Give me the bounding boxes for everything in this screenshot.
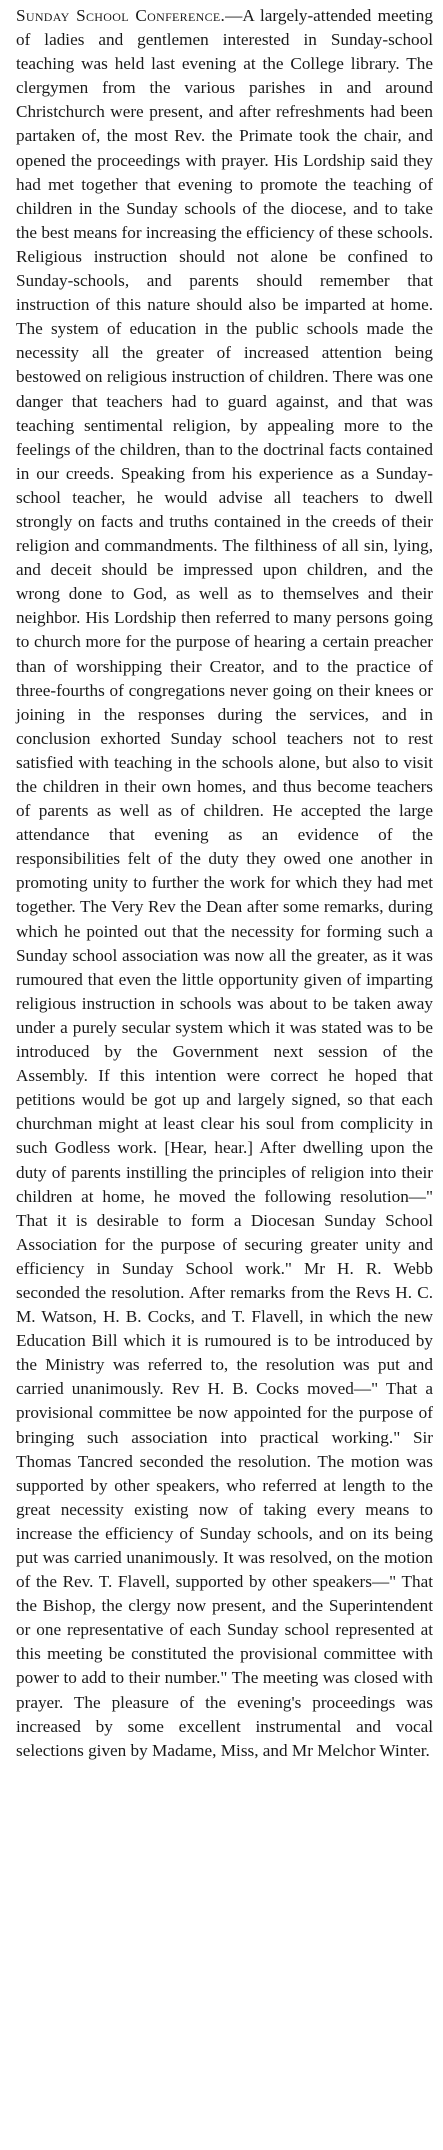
article-paragraph (16, 4, 433, 1763)
article-body: —A largely-attended meeting of ladies and gentlemen interested in Sunday-school teaching was held last evening at the College library. The clergymen from the various parishes in and around Christchurch were present, and after refreshments had been partaken of, the most Rev. the Primate took the chair, and opened the proceedings with prayer. His Lordship said they had met together that evening to promote the teaching of children in the Sunday schools of the diocese, and to take the best means for increasing the efficiency of these schools. Religious instruction should not alone be confined to Sunday-schools, and parents should remember that instruction of this nature should also be imparted at home. The system of education in the public schools made the necessity all the greater of increased attention being bestowed on religious instruction of children. There was one danger that teachers had to guard against, and that was teaching sentimental religion, by appealing more to the feelings of the children, than to the doctrinal facts contained in our creeds. Speaking from his experience as a Sunday-school teacher, he would advise all teachers to dwell strongly on facts and truths contained in the creeds of their religion and commandments. The filthiness of all sin, lying, and deceit should be impressed upon children, and the wrong done to God, as well as to themselves and their neighbor. His Lordship then referred to many persons going to church more for the purpose of hearing a certain preacher than of worshipping their Creator, and to the practice of three-fourths of congregations never going on their knees or joining in the responses during the services, and in conclusion exhorted Sunday school teachers not to rest satisfied with teaching in the schools alone, but also to visit the children in their own homes, and thus become teachers of parents as well as of children. He accepted the large attendance that evening as an evidence of the responsibilities felt of the duty they owed one another in promoting unity to further the work for which they had met together. The Very Rev the Dean after some remarks, during which he pointed out that the necessity for forming such a Sunday school association was now all the greater, as it was rumoured that even the little opportunity given of imparting religious instruction in schools was about to be taken away under a purely secular system which it was stated was to be introduced by the Government next session of the Assembly. If this intention were correct he hoped that petitions would be got up and largely signed, so that each churchman might at least clear his soul from complicity in such Godless work. [Hear, hear.] After dwelling upon the duty of parents instilling the principles of religion into their children at home, he moved the following resolution—" That it is desirable to form a Diocesan Sunday School Association for the purpose of securing greater unity and efficiency in Sunday School work." Mr H. R. Webb seconded the resolution. After remarks from the Revs H. C. M. Watson, H. B. Cocks, and T. Flavell, in which the new Education Bill which it is rumoured is to be introduced by the Ministry was referred to, the resolution was put and carried unanimously. Rev H. B. Cocks moved—" That a provisional committee be now appointed for the purpose of bringing such association into practical working." Sir Thomas Tancred seconded the resolution. The motion was supported by other speakers, who referred at length to the great necessity existing now of taking every means to increase the efficiency of Sunday schools, and on its being put was carried unanimously. It was resolved, on the motion of the Rev. T. Flavell, supported by other speakers—" That the Bishop, the clergy now present, and the Superintendent or one representative of each Sunday school represented at this meeting be constituted the provisional committee with power to add to their number." The meeting was closed with prayer. The pleasure of the evening's proceedings was increased by some excellent instrumental and vocal selections given by Madame, Miss, and Mr Melchor Winter. (16, 6, 433, 1760)
article-headline: Sunday School Conference. (16, 6, 226, 25)
